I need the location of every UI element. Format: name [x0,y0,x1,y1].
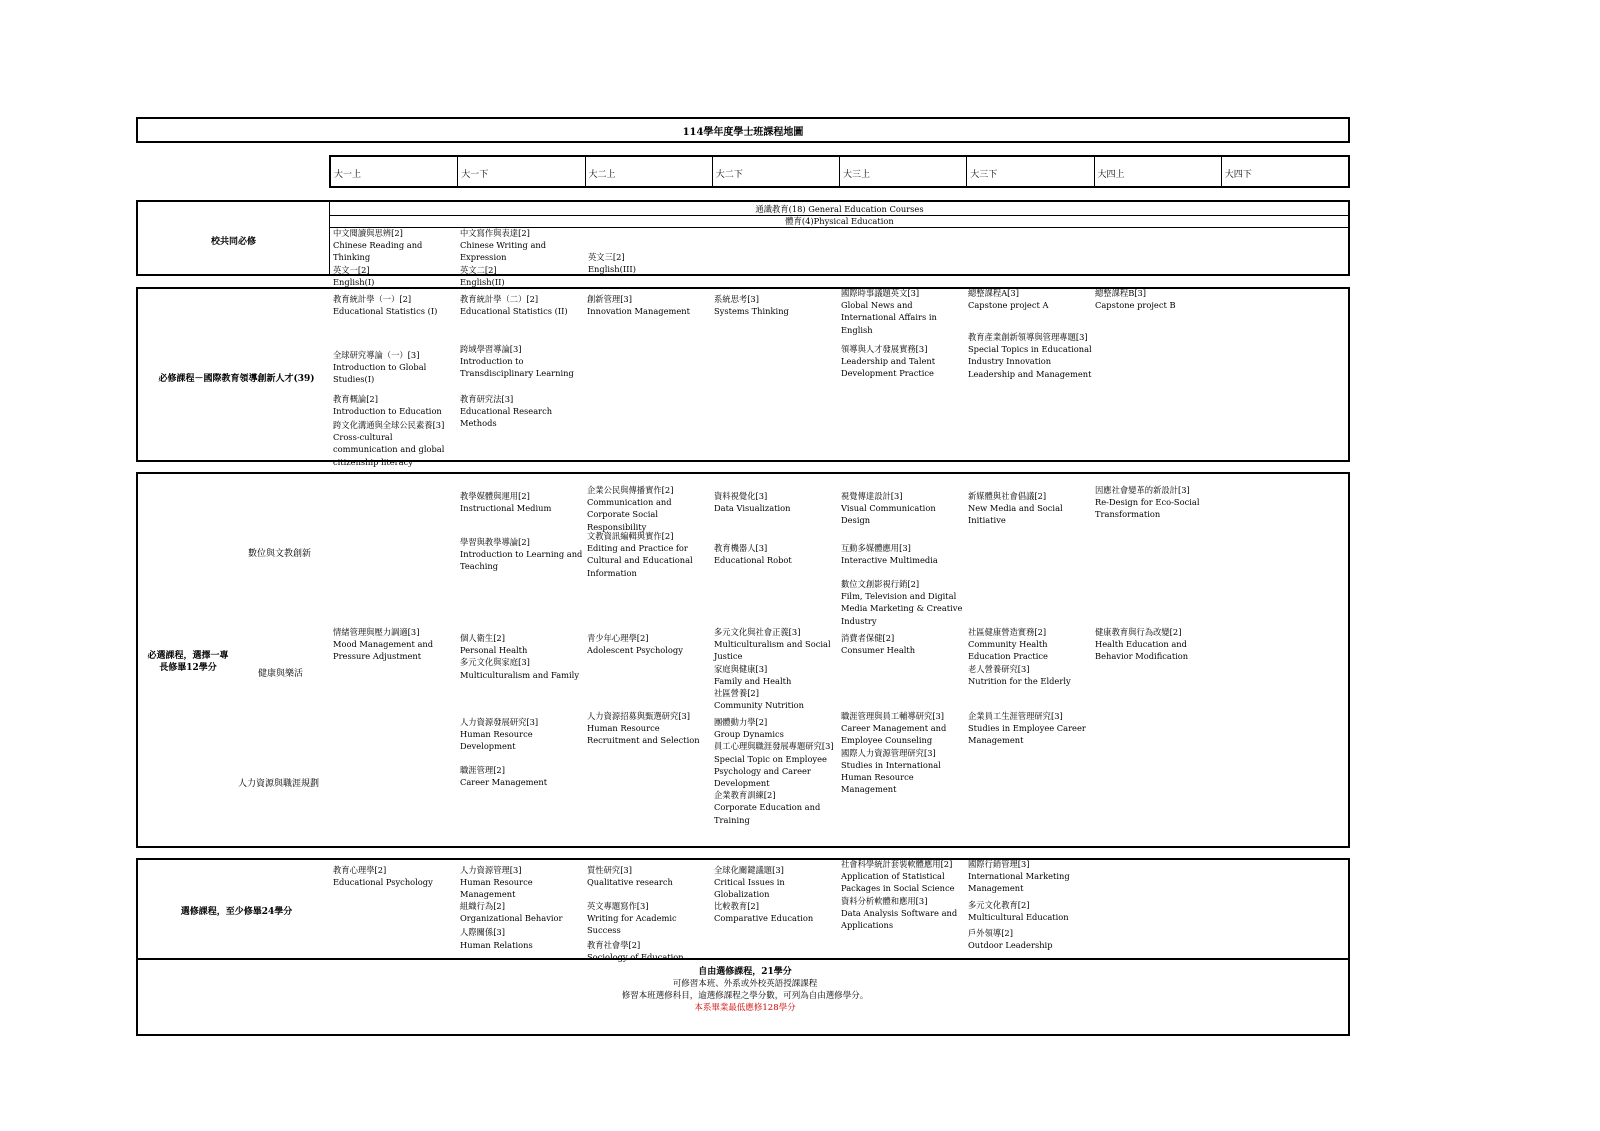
course-cell: 教育統計學（二）[2] Educational Statistics (II) [460,294,568,317]
page-title-text: 114學年度學士班課程地圖 [682,126,804,138]
course-cell: 英文專題寫作[3] Writing for Academic Success 教育社會學[2] Sociology of Education [587,901,684,962]
physical-education-bar: 體育(4)Physical Education [785,216,894,226]
course-cell: 總整課程B[3] Capstone project B [1095,288,1176,311]
graduation-minimum: 本系畢業最低應修128學分 [694,1003,796,1013]
school-required-section [136,200,1350,287]
course-cell: 中文寫作與表達[2] Chinese Writing and Expression 英文二[2] English(II) [460,228,547,287]
free-elective-line1: 可修習本班、外系或外校英語授課課程 [672,979,818,989]
semester-3b: 大三下 [967,157,1094,186]
course-cell: 全球化關鍵議題[3] Critical Issues in Globalization [714,865,785,900]
course-cell: 國際行銷管理[3] International Marketing Management 多元文化教育[2] Multicultural Education 戶外領導[2] Outdoor Leadership [968,859,1070,951]
course-cell: 系統思考[3] Systems Thinking [714,294,789,317]
core-required-section [136,287,1350,467]
course-cell: 互動多媒體應用[3] Interactive Multimedia [841,543,938,566]
course-cell: 總整課程A[3] Capstone project A [968,288,1049,311]
free-elective-title: 自由選修課程，21學分 [698,967,792,977]
course-cell: 企業公民與傳播實作[2] Communication and Corporate Social Responsibility [587,485,674,532]
course-cell: 人力資源發展研究[3] Human Resource Development [460,717,539,752]
course-cell: 視覺傳達設計[3] Visual Communication Design [841,491,936,526]
course-cell: 健康教育與行為改變[2] Health Education and Behavior Modification [1095,627,1189,662]
course-cell: 青少年心理學[2] Adolescent Psychology [587,633,683,656]
course-cell: 學習與教學導論[2] Introduction to Learning and Teaching [460,537,583,572]
course-cell: 人力資源招募與甄選研究[3] Human Resource Recruitment and Selection [587,711,700,746]
course-cell: 比較教育[2] Comparative Education [714,901,814,924]
course-cell: 消費者保健[2] Consumer Health [841,633,916,656]
semester-header [329,155,1350,188]
course-cell: 跨域學習導論[3] Introduction to Transdisciplinary Learning [460,344,574,379]
course-cell: 國際時事議題英文[3] Global News and International Affairs in English [841,288,937,335]
course-cell: 職涯管理與員工輔導研究[3] Career Management and Employee Counseling 國際人力資源管理研究[3] Studies in International Human Resource Management [841,711,947,795]
general-education-bar: 通識教育(18) General Education Courses [755,204,924,214]
course-cell: 教育機器人[3] Educational Robot [714,543,792,566]
core-required-label: 必修課程－國際教育領導創新人才(39) [158,374,315,384]
course-cell: 資料視覺化[3] Data Visualization [714,491,791,514]
course-cell: 教育研究法[3] Educational Research Methods [460,394,553,429]
course-cell: 教育概論[2] Introduction to Education [333,394,442,417]
semester-3a: 大三上 [840,157,967,186]
course-cell: 領導與人才發展實務[3] Leadership and Talent Development Practice [841,344,936,379]
school-required-label: 校共同必修 [210,237,256,247]
course-cell: 中文閱讀與思辨[2] Chinese Reading and Thinking 英文一[2] English(I) [333,228,423,287]
course-cell: 跨文化溝通與全球公民素養[3] Cross-cultural communication and global citizenship literacy [333,420,445,467]
course-cell: 數位文創影視行銷[2] Film, Television and Digital Media Marketing & Creative Industry [841,579,963,626]
course-cell: 情緒管理與壓力調適[3] Mood Management and Pressure Adjustment [333,627,434,662]
semester-1b: 大一下 [458,157,585,186]
course-cell: 全球研究導論（一）[3] Introduction to Global Studies(I) [333,350,427,385]
electives-label: 選修課程，至少修畢24學分 [180,907,293,917]
course-cell: 社區健康營造實務[2] Community Health Education Practice 老人營養研究[3] Nutrition for the Elderly [968,627,1071,686]
course-cell: 教學媒體與運用[2] Instructional Medium [460,491,552,514]
elective-module-section [136,472,1350,848]
course-cell: 教育產業創新領導與管理專題[3] Special Topics in Educational Industry Innovation Leadership and Management [968,332,1092,379]
semester-4b: 大四下 [1224,170,1252,180]
course-cell: 團體動力學[2] Group Dynamics 員工心理與職涯發展專題研究[3] Special Topic on Employee Psychology and Career Development 企業教育訓練[2] Corporate Education and Training [714,717,834,825]
semester-2a: 大二上 [586,157,713,186]
electives-section [136,858,1350,1036]
module-digital: 數位與文教創新 [248,549,312,559]
course-cell: 質性研究[3] Qualitative research [587,865,673,888]
course-cell: 文教資訊編輯與實作[2] Editing and Practice for Cultural and Educational Information [587,531,693,578]
course-cell: 新媒體與社會倡議[2] New Media and Social Initiative [968,491,1063,526]
free-elective-line2: 修習本班選修科目，逾選修課程之學分數，可列為自由選修學分。 [621,991,869,1001]
course-cell: 職涯管理[2] Career Management [460,765,548,788]
module-health: 健康與樂活 [258,669,304,679]
course-cell: 因應社會變革的新設計[3] Re-Design for Eco-Social Transformation [1095,485,1200,520]
course-cell: 企業員工生涯管理研究[3] Studies in Employee Career Management [968,711,1086,746]
course-cell: 英文三[2] English(III) [588,252,636,275]
elective-module-label: 必選課程，選擇一專 長修畢12學分 [147,651,229,673]
semester-4a: 大四上 [1095,157,1222,186]
course-cell: 組織行為[2] Organizational Behavior 人際關係[3] Human Relations [460,901,563,950]
course-cell: 教育心理學[2] Educational Psychology [333,865,433,888]
course-cell: 教育統計學（一）[2] Educational Statistics (I) [333,294,438,317]
module-hr: 人力資源與職涯規劃 [238,779,320,789]
semester-1a: 大一上 [331,157,458,186]
course-cell: 個人衛生[2] Personal Health 多元文化與家庭[3] Multiculturalism and Family [460,633,580,680]
semester-2b: 大二下 [713,157,840,186]
page-title [136,117,1350,143]
course-cell: 社會科學統計套裝軟體應用[2] Application of Statistical Packages in Social Science 資料分析軟體和應用[3] Data Analysis Software and Applications [841,859,958,931]
course-cell: 人力資源管理[3] Human Resource Management [460,865,533,900]
free-elective-block [138,966,1352,1014]
course-cell: 創新管理[3] Innovation Management [587,294,690,317]
course-cell: 多元文化與社會正義[3] Multiculturalism and Social Justice 家庭與健康[3] Family and Health 社區營養[2] Community Nutrition [714,627,831,711]
